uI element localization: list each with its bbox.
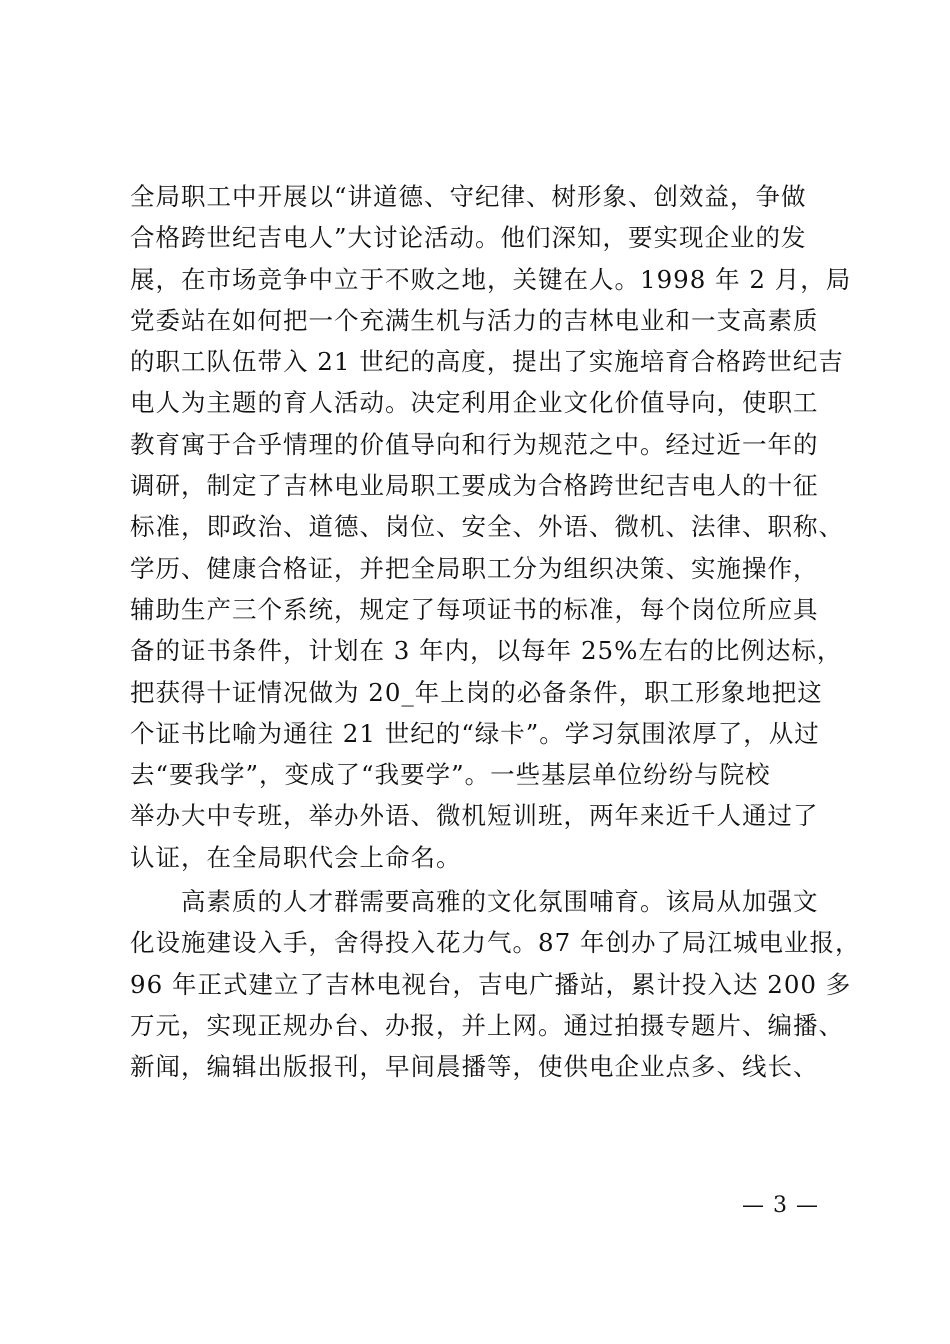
- paragraph-1: [130, 176, 852, 878]
- page-number: — 3 —: [742, 1193, 819, 1218]
- text-line: 学历、健康合格证，并把全局职工分为组织决策、实施操作，: [130, 553, 819, 583]
- text-line: 教育寓于合乎情理的价值导向和行为规范之中。经过近一年的: [130, 429, 819, 459]
- paragraph-2: [130, 881, 861, 1087]
- text-line: 万元，实现正规办台、办报，并上网。通过拍摄专题片、编播、: [130, 1010, 844, 1040]
- text-line: 电人为主题的育人活动。决定利用企业文化价值导向，使职工: [130, 388, 819, 418]
- body-text: [130, 176, 861, 1088]
- text-line: 的职工队伍带入 21 世纪的高度，提出了实施培育合格跨世纪吉: [130, 347, 844, 377]
- text-line: 合格跨世纪吉电人”大讨论活动。他们深知，要实现企业的发: [130, 223, 807, 253]
- text-line: 认证，在全局职代会上命名。: [130, 842, 462, 872]
- text-line: 化设施建设入手，舍得投入花力气。87 年创办了局江城电业报，: [130, 928, 861, 958]
- text-line: 把获得十证情况做为 20_年上岗的必备条件，职工形象地把这: [130, 677, 823, 707]
- text-line: 去“要我学”，变成了“我要学”。一些基层单位纷纷与院校: [130, 760, 771, 790]
- text-line: 举办大中专班，举办外语、微机短训班，两年来近千人通过了: [130, 801, 819, 831]
- text-line: 备的证书条件，计划在 3 年内，以每年 25%左右的比例达标，: [130, 636, 843, 666]
- text-line: 标准，即政治、道德、岗位、安全、外语、微机、法律、职称、: [130, 512, 844, 542]
- text-line: 展，在市场竞争中立于不败之地，关键在人。1998 年 2 月，局: [130, 264, 852, 294]
- text-line: 党委站在如何把一个充满生机与活力的吉林电业和一支高素质: [130, 305, 819, 335]
- text-line: 新闻，编辑出版报刊，早间晨播等，使供电企业点多、线长、: [130, 1052, 819, 1082]
- text-line: 调研，制定了吉林电业局职工要成为合格跨世纪吉电人的十征: [130, 471, 819, 501]
- text-line: 辅助生产三个系统，规定了每项证书的标准，每个岗位所应具: [130, 594, 819, 624]
- text-line: 全局职工中开展以“讲道德、守纪律、树形象、创效益，争做: [130, 182, 807, 211]
- text-line: 高素质的人才群需要高雅的文化氛围哺育。该局从加强文: [130, 887, 819, 917]
- text-line: 96 年正式建立了吉林电视台，吉电广播站，累计投入达 200 多: [130, 969, 852, 999]
- text-line: 个证书比喻为通往 21 世纪的“绿卡”。学习氛围浓厚了，从过: [130, 718, 820, 748]
